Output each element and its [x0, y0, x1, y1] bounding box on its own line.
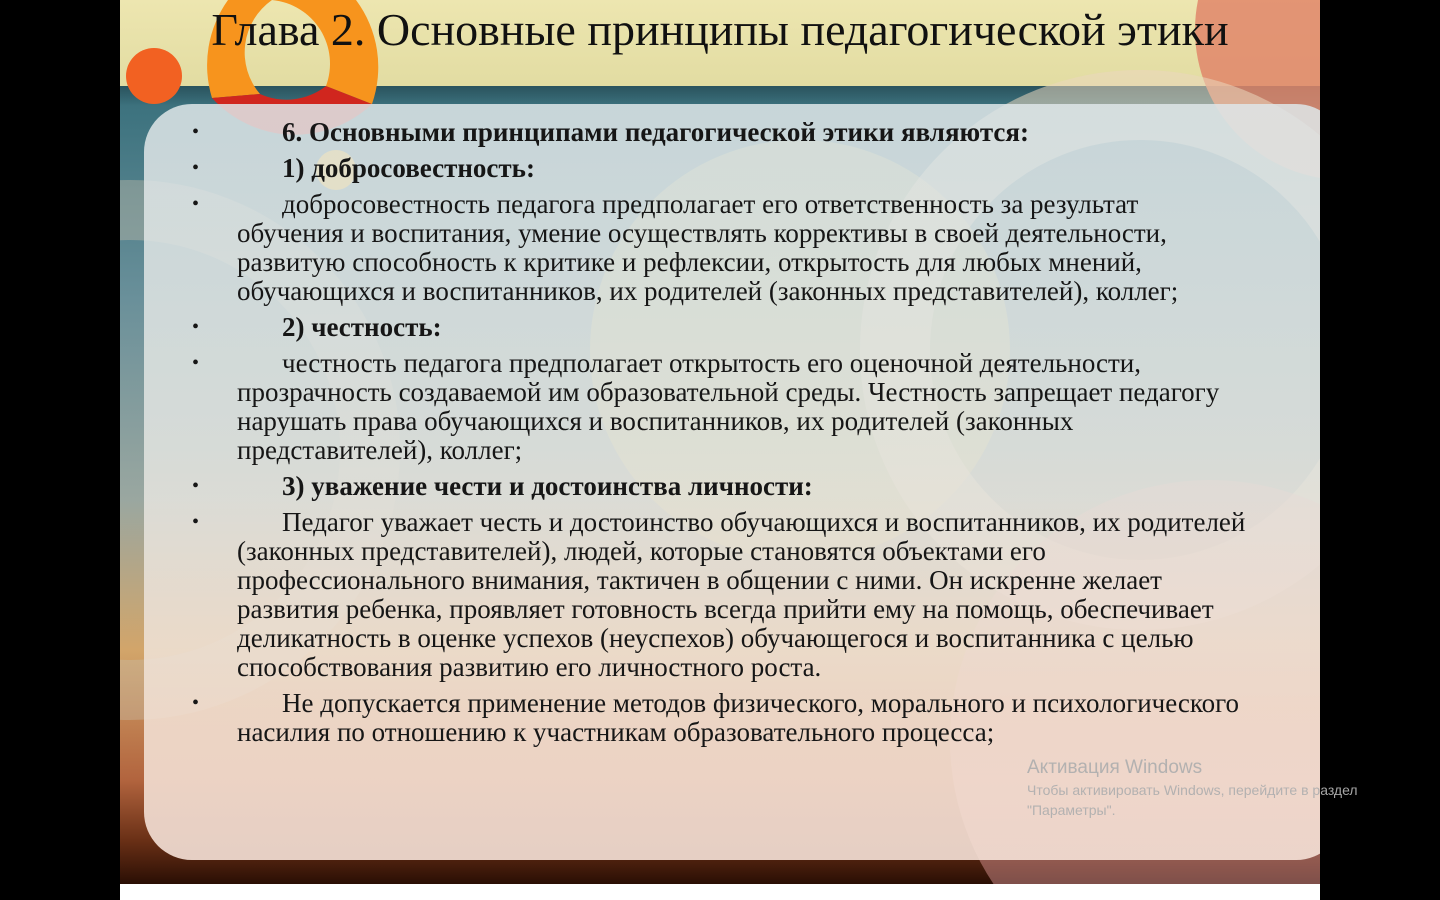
list-item — [190, 154, 1250, 183]
list-item-text: Не допускается применение методов физического, морального и психологического насилия по отношению к участникам образовательного процесса; — [237, 688, 1240, 747]
bullet-icon: • — [192, 511, 200, 533]
list-item-text: Педагог уважает честь и достоинство обучающихся и воспитанников, их родителей (законных представителей), людей, которые становятся объектами его профессионального внимания, тактичен в общении с ними. Он искренне желает развития ребенка, проявляет готовность всегда прийти ему на помощь, обеспечивает деликатность в оценке успехов (неуспехов) обучающегося и воспитанника с целью способствования развитию его личностного роста. — [237, 507, 1246, 682]
list-item — [190, 118, 1250, 147]
bottom-strip — [120, 884, 1320, 900]
list-item-text: 2) честность: — [282, 312, 442, 342]
bullet-icon: • — [192, 352, 200, 374]
list-item — [190, 349, 1250, 465]
list-item — [190, 689, 1250, 747]
bullet-icon: • — [192, 121, 200, 143]
list-item — [190, 190, 1250, 306]
bullet-icon: • — [192, 157, 200, 179]
slide-title: Глава 2. Основные принципы педагогической этики — [211, 4, 1229, 55]
bullet-icon: • — [192, 475, 200, 497]
list-item-text: честность педагога предполагает открытость его оценочной деятельности, прозрачность создаваемой им образовательной среды. Честность запрещает педагогу нарушать права обучающихся и воспитанников, их родителей (законных представителей), коллег; — [237, 348, 1220, 465]
list-item-text: 6. Основными принципами педагогической этики являются: — [282, 117, 1030, 147]
list-item — [190, 472, 1250, 501]
list-item-text: 3) уважение чести и достоинства личности: — [282, 471, 813, 501]
watermark-title: Активация Windows — [1027, 757, 1203, 778]
bullet-icon: • — [192, 316, 200, 338]
list-item-text: 1) добросовестность: — [282, 153, 535, 183]
bullet-icon: • — [192, 692, 200, 714]
list-item — [190, 508, 1250, 682]
list-item-text: добросовестность педагога предполагает его ответственность за результат обучения и воспитания, умение осуществлять коррективы в своей деятельности, развитую способность к критике и рефлексии, открытость для любых мнений, обучающихся и воспитанников, их родителей (законных представителей), коллег; — [237, 189, 1179, 306]
bullet-icon: • — [192, 193, 200, 215]
watermark-line-1: Чтобы активировать Windows, перейдите в раздел — [1027, 782, 1358, 798]
bullet-list — [190, 118, 1250, 754]
list-item — [190, 313, 1250, 342]
slide — [120, 0, 1320, 884]
windows-activation-watermark — [1027, 756, 1437, 820]
watermark-line-2: "Параметры". — [1027, 802, 1116, 818]
